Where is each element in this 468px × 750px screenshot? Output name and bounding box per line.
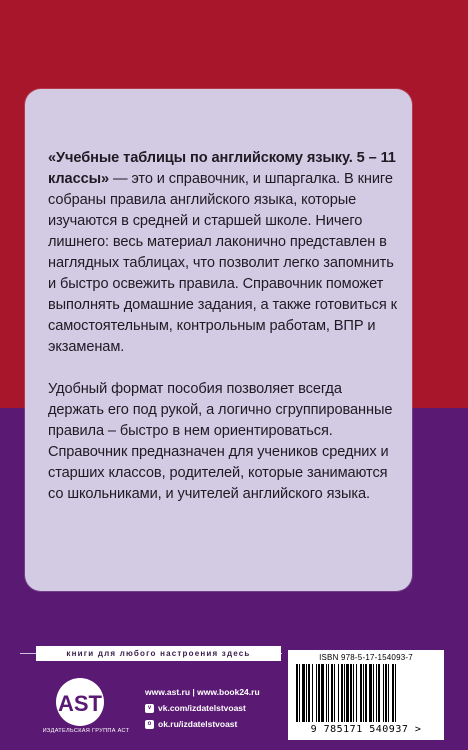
publisher-links — [145, 686, 260, 734]
barcode-bar — [376, 664, 377, 722]
barcode-bar — [308, 664, 310, 722]
barcode-bar — [363, 664, 364, 722]
barcode-bar — [318, 664, 320, 722]
ok-link[interactable]: ok.ru/izdatelstvoast — [158, 719, 238, 729]
barcode-bar — [341, 664, 343, 722]
barcode-bar — [344, 664, 345, 722]
websites-link[interactable]: www.ast.ru | www.book24.ru — [145, 687, 260, 697]
barcode-bar — [316, 664, 317, 722]
barcode-bar — [296, 664, 298, 722]
logo-text: AST — [58, 691, 102, 716]
barcode-bar — [388, 664, 389, 722]
book-title: «Учебные таблицы по английскому языку. 5 – 11 классы» — [48, 150, 396, 187]
barcode-bar — [338, 664, 339, 722]
barcode-bar — [302, 664, 305, 722]
barcode-bar — [350, 664, 352, 722]
barcode-bar — [306, 664, 307, 722]
barcode-bar — [299, 664, 300, 722]
barcode-bar — [383, 664, 384, 722]
publisher-logo — [52, 672, 108, 728]
vk-row — [145, 702, 260, 714]
ok-row — [145, 718, 260, 730]
barcode-bar — [312, 664, 313, 722]
barcode-bar — [356, 664, 357, 722]
barcode-bar — [353, 664, 354, 722]
ast-logo-icon — [52, 672, 108, 728]
barcode-bar — [365, 664, 367, 722]
barcode-bar — [378, 664, 380, 722]
isbn-label: ISBN 978-5-17-154093-7 — [319, 653, 413, 662]
barcode-digits: 9 785171 540937 > — [310, 724, 422, 735]
barcode-bar — [334, 664, 335, 722]
barcode-bar — [326, 664, 327, 722]
barcode-bar — [369, 664, 372, 722]
vk-icon: v — [145, 704, 154, 713]
ok-icon: o — [145, 720, 154, 729]
barcode-bar — [321, 664, 324, 722]
barcode-bar — [331, 664, 333, 722]
barcode-panel — [288, 650, 444, 740]
publisher-tagline: книги для любого настроения здесь — [36, 646, 281, 661]
description-paragraph-1 — [48, 148, 398, 358]
barcode-bar — [328, 664, 329, 722]
barcode-bar — [385, 664, 387, 722]
book-description — [48, 148, 398, 505]
description-paragraph-2: Удобный формат пособия позволяет всегда держать его под рукой, а логично сгруппированные правила – быстро в нем ориентироваться. Справочник предназначен для учеников средних и старших классов, родителей, которые занимаются со школьниками, и учителей английского языка. — [48, 381, 393, 502]
description-text-1: — это и справочник, и шпаргалка. В книге собраны правила английского языка, которые изучаются в средней и старшей школе. Ничего лишнего: весь материал лаконично представлен в наглядных таблицах, что позволит легко запомнить и быстро освежить правила. Справочник поможет выполнять домашние задания, а также готовиться к самостоятельным, контрольным работам, ВПР и экзаменам. — [48, 171, 397, 355]
websites-row — [145, 686, 260, 698]
logo-caption: ИЗДАТЕЛЬСКАЯ ГРУППА АСТ — [42, 728, 130, 734]
barcode-bar — [395, 664, 396, 722]
barcode-icon — [292, 664, 440, 724]
barcode-bar — [392, 664, 394, 722]
barcode-bar — [346, 664, 349, 722]
vk-link[interactable]: vk.com/izdatelstvoast — [158, 703, 246, 713]
barcode-bar — [360, 664, 362, 722]
barcode-bar — [373, 664, 374, 722]
